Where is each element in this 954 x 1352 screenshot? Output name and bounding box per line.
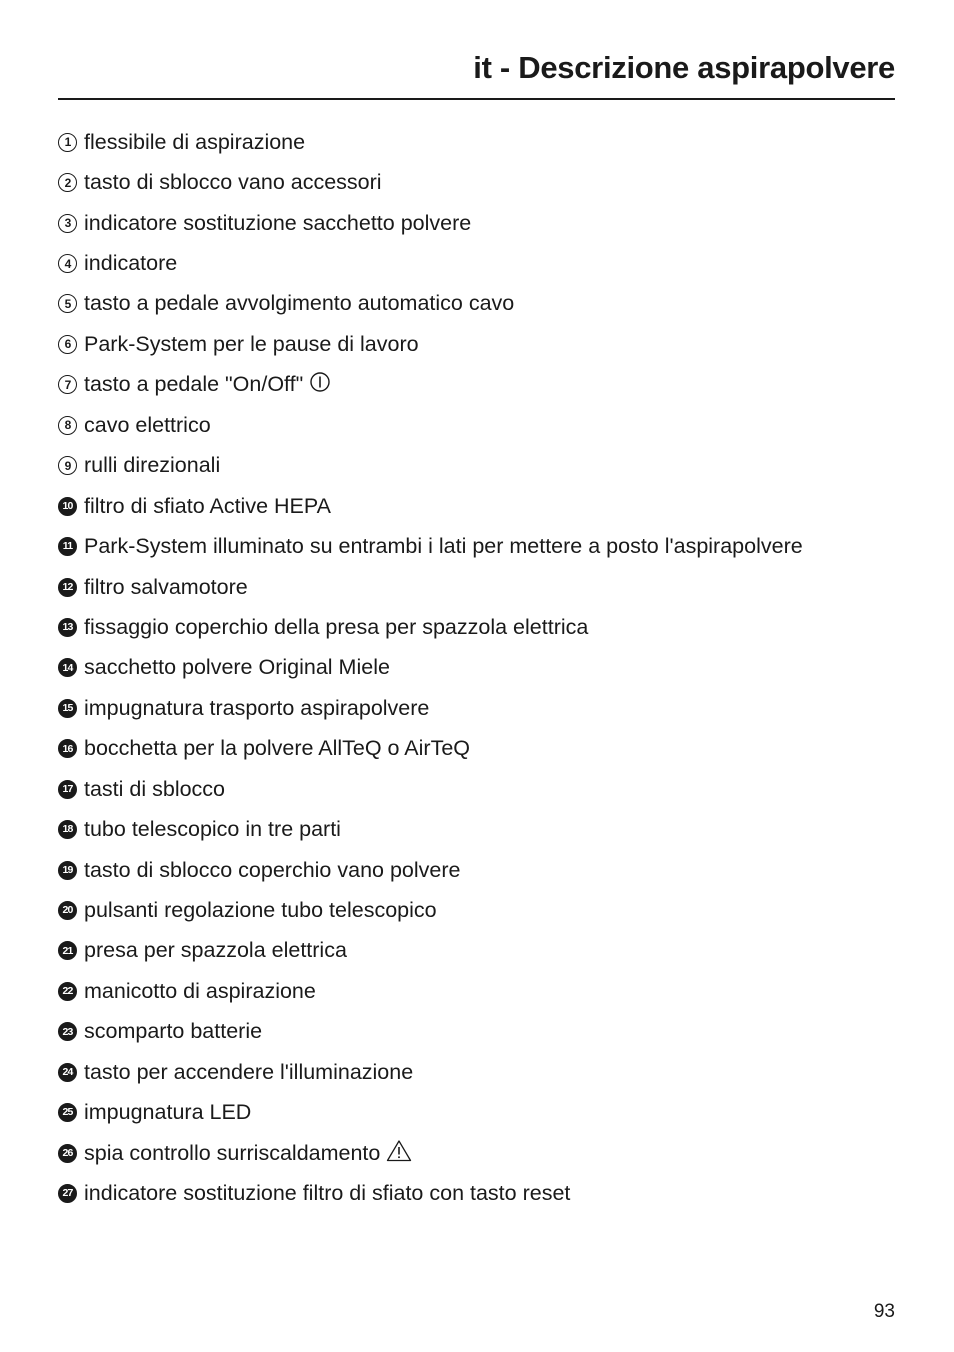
item-number-badge: 7 [58, 375, 77, 394]
item-label: Park-System illuminato su entrambi i lati per mettere a posto l'aspirapolvere [84, 534, 803, 559]
item-label: tasto a pedale "On/Off" [84, 372, 304, 397]
item-number-badge: 20 [58, 901, 77, 920]
header-divider [58, 98, 895, 100]
item-label: fissaggio coperchio della presa per spazzola elettrica [84, 614, 589, 639]
item-number-badge: 17 [58, 780, 77, 799]
list-item [58, 729, 803, 769]
item-number-badge: 6 [58, 335, 77, 354]
item-label: impugnatura LED [84, 1100, 252, 1125]
list-item [58, 1173, 803, 1213]
item-number-badge: 27 [58, 1184, 77, 1203]
item-label: tasto a pedale avvolgimento automatico cavo [84, 291, 515, 316]
item-label: tasto di sblocco vano accessori [84, 170, 382, 195]
list-item [58, 850, 803, 890]
item-number-badge: 15 [58, 699, 77, 718]
list-item [58, 446, 803, 486]
item-number-badge: 21 [58, 941, 77, 960]
item-label: presa per spazzola elettrica [84, 938, 347, 963]
page-title: it - Descrizione aspirapolvere [473, 50, 895, 85]
item-label: cavo elettrico [84, 412, 211, 437]
item-label: filtro di sfiato Active HEPA [84, 493, 331, 518]
item-label: flessibile di aspirazione [84, 129, 306, 154]
item-label: manicotto di aspirazione [84, 978, 316, 1003]
item-label: tubo telescopico in tre parti [84, 817, 341, 842]
item-label: tasto per accendere l'illuminazione [84, 1059, 414, 1084]
component-list [58, 122, 803, 1214]
list-item [58, 203, 803, 243]
item-label: indicatore sostituzione filtro di sfiato con tasto reset [84, 1181, 571, 1206]
list-item [58, 284, 803, 324]
list-item [58, 567, 803, 607]
item-number-badge: 11 [58, 537, 77, 556]
item-number-badge: 12 [58, 578, 77, 597]
item-number-badge: 24 [58, 1063, 77, 1082]
item-number-badge: 3 [58, 214, 77, 233]
list-item [58, 1012, 803, 1052]
list-item [58, 243, 803, 283]
power-symbol-icon [309, 371, 331, 399]
item-label: rulli direzionali [84, 453, 221, 478]
list-item [58, 607, 803, 647]
item-number-badge: 22 [58, 982, 77, 1001]
list-item [58, 809, 803, 849]
item-label: impugnatura trasporto aspirapolvere [84, 695, 430, 720]
list-item [58, 931, 803, 971]
item-label: tasti di sblocco [84, 776, 226, 801]
item-number-badge: 4 [58, 254, 77, 273]
list-item [58, 890, 803, 930]
warning-triangle-icon [386, 1139, 412, 1168]
list-item [58, 122, 803, 162]
item-number-badge: 16 [58, 739, 77, 758]
list-item [58, 648, 803, 688]
item-number-badge: 19 [58, 861, 77, 880]
item-label: Park-System per le pause di lavoro [84, 331, 419, 356]
item-number-badge: 9 [58, 456, 77, 475]
item-number-badge: 14 [58, 658, 77, 677]
item-label: bocchetta per la polvere AllTeQ o AirTeQ [84, 736, 471, 761]
item-number-badge: 10 [58, 497, 77, 516]
list-item [58, 162, 803, 202]
list-item [58, 486, 803, 526]
list-item [58, 688, 803, 728]
list-item [58, 1052, 803, 1092]
list-item [58, 526, 803, 566]
item-label: tasto di sblocco coperchio vano polvere [84, 857, 461, 882]
list-item [58, 365, 803, 405]
item-number-badge: 1 [58, 133, 77, 152]
list-item [58, 1093, 803, 1133]
item-number-badge: 25 [58, 1103, 77, 1122]
item-label: spia controllo surriscaldamento [84, 1140, 381, 1165]
item-number-badge: 23 [58, 1022, 77, 1041]
item-number-badge: 26 [58, 1144, 77, 1163]
item-number-badge: 8 [58, 416, 77, 435]
item-label: pulsanti regolazione tubo telescopico [84, 898, 437, 923]
item-label: filtro salvamotore [84, 574, 248, 599]
list-item [58, 405, 803, 445]
list-item [58, 1133, 803, 1173]
item-label: indicatore [84, 251, 178, 276]
item-label: indicatore sostituzione sacchetto polvere [84, 210, 472, 235]
list-item [58, 769, 803, 809]
list-item [58, 324, 803, 364]
item-number-badge: 18 [58, 820, 77, 839]
item-number-badge: 5 [58, 294, 77, 313]
page-number: 93 [873, 1301, 895, 1322]
item-number-badge: 13 [58, 618, 77, 637]
item-label: scomparto batterie [84, 1019, 263, 1044]
list-item [58, 971, 803, 1011]
item-label: sacchetto polvere Original Miele [84, 655, 390, 680]
item-number-badge: 2 [58, 173, 77, 192]
